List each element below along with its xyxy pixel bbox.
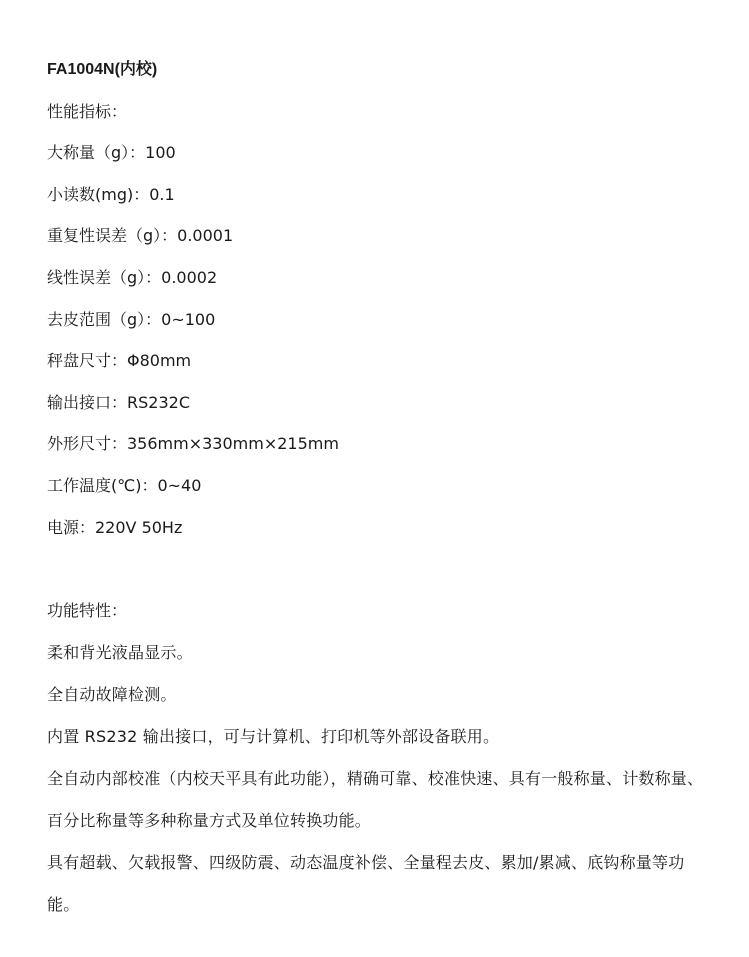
spec-item: 电源：220V 50Hz [47, 517, 183, 537]
spec-item: 重复性误差（g）：0.0001 [47, 226, 234, 246]
spec-item: 大称量（g）：100 [47, 143, 176, 163]
spec-item: 去皮范围（g）：0~100 [47, 309, 216, 329]
specs-heading: 性能指标： [47, 101, 128, 121]
feature-item: 全自动内部校准（内校天平具有此功能），精确可靠、校准快速、具有一般称量、计数称量、百分比称量等多种称量方式及单位转换功能。 [47, 768, 704, 830]
spec-item: 工作温度(℃)：0~40 [47, 475, 202, 495]
features-list [47, 632, 707, 926]
feature-item: 内置 RS232 输出接口，可与计算机、打印机等外部设备联用。 [47, 726, 500, 746]
product-title: FA1004N(内校) [47, 61, 158, 78]
spec-item: 线性误差（g）：0.0002 [47, 267, 218, 287]
feature-item: 柔和背光液晶显示。 [47, 642, 193, 662]
specs-list [47, 141, 707, 539]
document-body [47, 58, 707, 926]
spec-item: 秤盘尺寸：Φ80mm [47, 351, 192, 371]
feature-item: 具有超载、欠载报警、四级防震、动态温度补偿、全量程去皮、累加/累减、底钩称量等功能。 [47, 852, 685, 914]
features-heading: 功能特性： [47, 600, 128, 620]
spec-item: 外形尺寸：356mm×330mm×215mm [47, 434, 339, 454]
spec-item: 输出接口：RS232C [47, 392, 190, 412]
feature-item: 全自动故障检测。 [47, 684, 177, 704]
spec-item: 小读数(mg)：0.1 [47, 184, 175, 204]
